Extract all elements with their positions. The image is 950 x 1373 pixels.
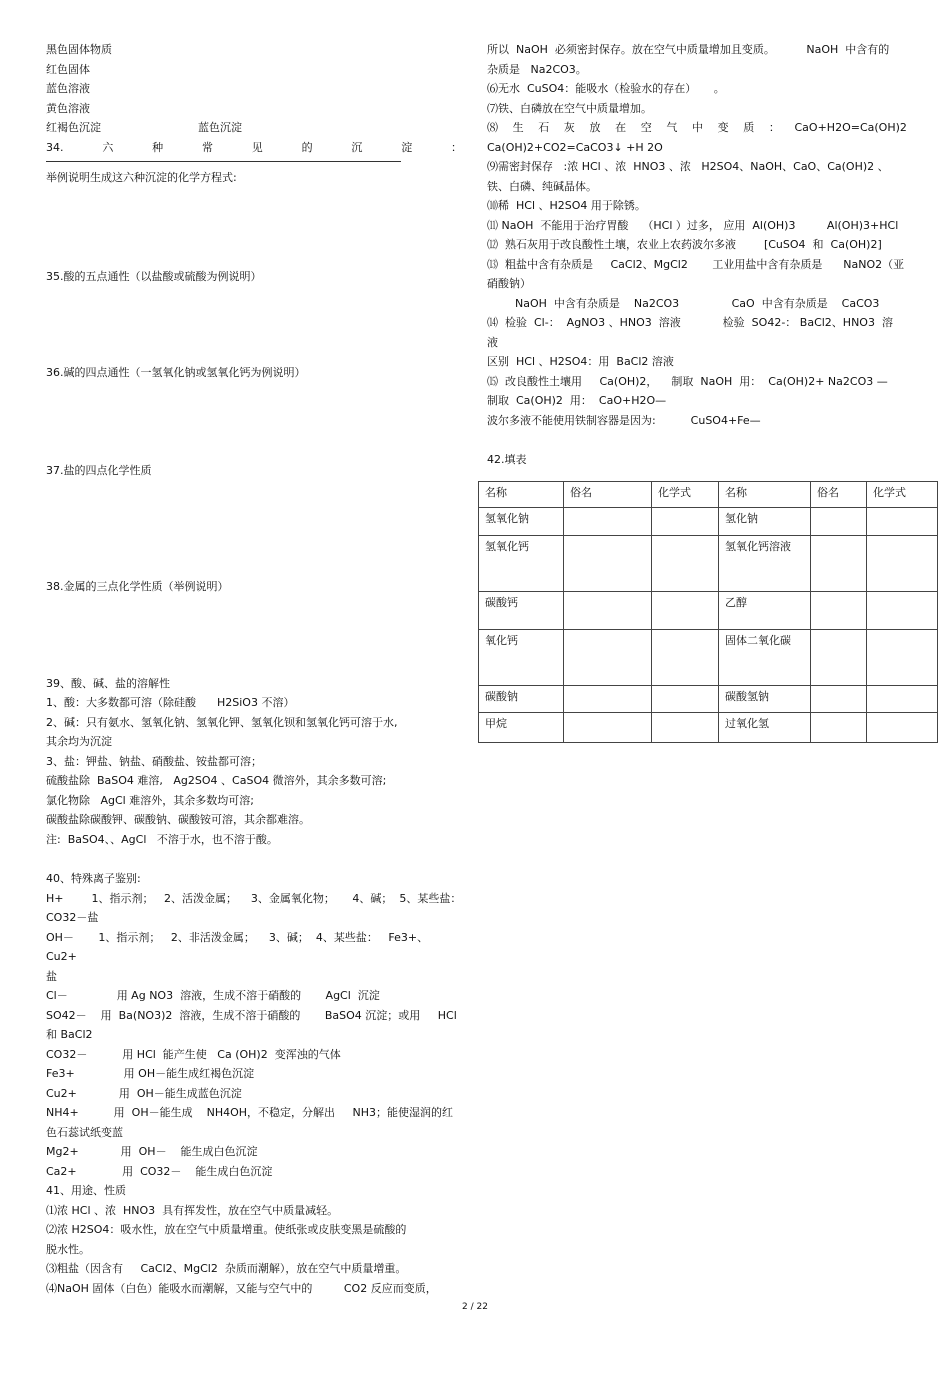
table-cell <box>811 713 867 743</box>
table-cell <box>652 508 719 536</box>
table-cell <box>867 592 938 630</box>
q41-line: ⑴浓 HCl 、浓 HNO3 具有挥发性，放在空气中质量减轻。 <box>46 1203 339 1217</box>
text-line: 黄色溶液 <box>46 101 90 115</box>
table-cell: 碳酸钙 <box>479 592 564 630</box>
table-cell <box>652 713 719 743</box>
item8-char: 空 <box>640 121 652 134</box>
item8-char: 质 <box>743 121 755 134</box>
text-line: 黑色固体物质 <box>46 43 112 56</box>
table-cell <box>867 508 938 536</box>
text-line: ⑹无水 CuSO4：能吸水（检验水的存在） 。 <box>487 82 725 95</box>
item8-char: 中 <box>692 121 703 134</box>
q40-line: Fe3+ 用 OH－能生成红褐色沉淀 <box>46 1067 255 1080</box>
item8-char: 变 <box>717 121 729 134</box>
text-line: 波尔多液不能使用铁制容器是因为: CuSO4+Fe— <box>487 413 761 427</box>
q34-char: 见 <box>251 140 263 154</box>
q34-char: 常 <box>201 140 213 154</box>
item8-equation: CaO+H2O=Ca(OH)2 <box>794 121 907 134</box>
text-line: 液 <box>487 335 498 349</box>
q41-line: ⑷NaOH 固体（白色）能吸水而潮解，又能与空气中的 CO2 反应而变质， <box>46 1281 437 1295</box>
q34-char: 的 <box>301 140 313 154</box>
table-header: 化学式 <box>867 482 938 508</box>
q40-line: 40、特殊离子鉴别: <box>46 872 141 885</box>
table-header: 名称 <box>479 482 564 508</box>
table-cell <box>652 536 719 592</box>
text-line: ⑿ 熟石灰用于改良酸性土壤，农业上农药波尔多液 [CuSO4 和 Ca(OH)2] <box>487 238 882 251</box>
q40-line: 色石蕊试纸变蓝 <box>46 1125 123 1139</box>
q39-line: 氯化物除 AgCl 难溶外，其余多数均可溶; <box>46 793 254 807</box>
item8-char: ： <box>768 121 780 134</box>
text-line: ⑺铁、白磷放在空气中质量增加。 <box>487 101 652 115</box>
q40-line: Mg2+ 用 OH－ 能生成白色沉淀 <box>46 1145 258 1158</box>
q39-line: 3、盐：钾盐、钠盐、硝酸盐、铵盐都可溶； <box>46 754 262 768</box>
q40-line: CO32－盐 <box>46 911 99 924</box>
q39-line: 碳酸盐除碳酸钾、碳酸钠、碳酸铵可溶，其余都难溶。 <box>46 813 310 826</box>
text-line: ⑽稀 HCl 、H2SO4 用于除锈。 <box>487 199 646 212</box>
table-cell <box>564 536 652 592</box>
text-blue-precip: 蓝色沉淀 <box>198 121 242 134</box>
table-row <box>479 536 938 592</box>
q35-heading: 35.酸的五点通性（以盐酸或硫酸为例说明） <box>46 269 262 283</box>
table-cell <box>867 536 938 592</box>
text-line: NaOH 中含有杂质是 Na2CO3 CaO 中含有杂质是 CaCO3 <box>487 296 880 310</box>
table-row <box>479 713 938 743</box>
table-cell <box>564 686 652 713</box>
table-cell: 乙醇 <box>719 592 811 630</box>
item8-char: 放 <box>589 121 601 134</box>
fill-in-table <box>478 481 938 743</box>
table-cell <box>811 630 867 686</box>
q41-line: ⑶粗盐（因含有 CaCl2、MgCl2 杂质而潮解），放在空气中质量增重。 <box>46 1262 407 1275</box>
table-cell: 氢氧化钙 <box>479 536 564 592</box>
text-line: ⒀ 粗盐中含有杂质是 CaCl2、MgCl2 工业用盐中含有杂质是 NaNO2（亚 <box>487 257 905 271</box>
table-cell <box>652 686 719 713</box>
q41-line: 41、用途、性质 <box>46 1184 126 1197</box>
table-cell <box>652 592 719 630</box>
table-row <box>479 686 938 713</box>
text-line: Ca(OH)2+CO2=CaCO3↓ +H 2O <box>487 140 663 154</box>
table-cell <box>564 508 652 536</box>
item8-char: ⑻ <box>487 121 498 134</box>
q40-line: 盐 <box>46 969 57 983</box>
table-cell <box>811 592 867 630</box>
table-cell <box>564 713 652 743</box>
q34-char: 淀 <box>401 140 413 154</box>
table-cell <box>811 536 867 592</box>
q41-line: ⑵浓 H2SO4：吸水性，放在空气中质量增重。使纸张或皮肤变黑是硫酸的 <box>46 1223 407 1236</box>
q40-line: NH4+ 用 OH－能生成 NH4OH，不稳定，分解出 NH3；能使湿润的红 <box>46 1106 453 1119</box>
text-line: 蓝色溶液 <box>46 82 90 95</box>
table-cell: 氧化钙 <box>479 630 564 686</box>
q39-line: 2、碱：只有氨水、氢氧化钠、氢氧化钾、氢氧化钡和氢氧化钙可溶于水, <box>46 715 398 729</box>
item8-char: 石 <box>538 121 550 134</box>
precipitate-colors-line <box>46 118 462 138</box>
table-cell: 氢氧化钠 <box>479 508 564 536</box>
table-cell: 碳酸氢钠 <box>719 686 811 713</box>
table-cell <box>867 713 938 743</box>
page-number: 2 / 22 <box>462 1302 488 1312</box>
text-line: 红色固体 <box>46 62 90 76</box>
table-cell <box>564 592 652 630</box>
table-header: 俗名 <box>811 482 867 508</box>
q34-char: 六 <box>102 140 114 154</box>
text-line: ⑼需密封保存 :浓 HCl 、浓 HNO3 、浓 H2SO4、NaOH、CaO、Ca(OH)2 、 <box>487 160 889 173</box>
text-line: 杂质是 Na2CO3。 <box>487 62 587 76</box>
q39-line: 硫酸盐除 BaSO4 难溶, Ag2SO4 、CaSO4 微溶外，其余多数可溶; <box>46 774 387 787</box>
q36-heading: 36.碱的四点通性（一氢氧化钠或氢氧化钙为例说明） <box>46 366 306 379</box>
text-line: ⒁ 检验 Cl-： AgNO3 、HNO3 溶液 检验 SO42-： BaCl2、HNO3 溶 <box>487 316 893 329</box>
table-cell <box>811 508 867 536</box>
text-line: 硝酸钠） <box>487 277 531 290</box>
table-cell <box>867 686 938 713</box>
table-cell <box>811 686 867 713</box>
table-header: 俗名 <box>564 482 652 508</box>
table-cell <box>652 630 719 686</box>
q34-char: ： <box>451 140 462 154</box>
q39-line: 其余均为沉淀 <box>46 735 112 748</box>
text-line: ⑾ NaOH 不能用于治疗胃酸 （HCl ）过多， 应用 Al(OH)3 Al(OH)3+HCl <box>487 218 899 232</box>
q34-char: 种 <box>152 140 164 154</box>
item8-char: 在 <box>615 121 627 134</box>
q39-line: 1、酸：大多数都可溶（除硅酸 H2SiO3 不溶） <box>46 696 295 709</box>
q37-heading: 37.盐的四点化学性质 <box>46 463 152 477</box>
text-line: 所以 NaOH 必须密封保存。放在空气中质量增加且变质。 NaOH 中含有的 <box>487 43 890 56</box>
q34-number: 34. <box>46 140 64 154</box>
q38-heading: 38.金属的三点化学性质（举例说明） <box>46 580 229 593</box>
q40-line: Cu2+ 用 OH－能生成蓝色沉淀 <box>46 1086 242 1100</box>
table-cell: 甲烷 <box>479 713 564 743</box>
table-cell: 固体二氧化碳 <box>719 630 811 686</box>
item8-char: 灰 <box>563 121 575 134</box>
text-red-brown: 红褐色沉淀 <box>46 121 101 134</box>
table-cell <box>564 630 652 686</box>
table-header: 名称 <box>719 482 811 508</box>
table-cell: 氢化钠 <box>719 508 811 536</box>
item8-char: 生 <box>512 121 524 134</box>
q41-line: 脱水性。 <box>46 1242 90 1256</box>
table-header: 化学式 <box>652 482 719 508</box>
q34-heading <box>46 138 462 158</box>
text-line: ⒂ 改良酸性土壤用 Ca(OH)2， 制取 NaOH 用： Ca(OH)2+ Na2CO3 — <box>487 374 888 388</box>
q40-line: CO32－ 用 HCl 能产生使 Ca (OH)2 变浑浊的气体 <box>46 1047 341 1061</box>
q40-line: 和 BaCl2 <box>46 1028 93 1041</box>
text-line: 区别 HCl 、H2SO4：用 BaCl2 溶液 <box>487 355 674 368</box>
q34-subtitle: 举例说明生成这六种沉淀的化学方程式: <box>46 171 237 184</box>
q39-line: 注: BaSO4、、AgCl 不溶于水，也不溶于酸。 <box>46 832 278 846</box>
q34-answer-line <box>46 157 401 162</box>
q34-char: 沉 <box>351 140 363 154</box>
left-column <box>46 40 462 1298</box>
right-column <box>487 40 907 470</box>
item8-char: 气 <box>666 121 678 134</box>
table-row <box>479 630 938 686</box>
q39-line: 39、酸、碱、盐的溶解性 <box>46 676 170 690</box>
table-header-row <box>479 482 938 508</box>
q42-heading: 42.填表 <box>487 453 527 466</box>
table-cell: 过氧化氢 <box>719 713 811 743</box>
q40-line: H+ 1、指示剂； 2、活泼金属； 3、金属氧化物； 4、碱； 5、某些盐： <box>46 891 462 905</box>
table-cell: 氢氧化钙溶液 <box>719 536 811 592</box>
q40-line: Cl－ 用 Ag NO3 溶液，生成不溶于硝酸的 AgCl 沉淀 <box>46 989 380 1002</box>
table-row <box>479 592 938 630</box>
text-line: 铁、白磷、纯碱晶体。 <box>487 179 597 193</box>
text-line: 制取 Ca(OH)2 用： CaO+H2O— <box>487 394 667 407</box>
item8-line <box>487 118 907 138</box>
q40-line: OH－ 1、指示剂； 2、非活泼金属； 3、碱； 4、某些盐： Fe3+、 Cu2+ <box>46 930 432 963</box>
q40-line: SO42－ 用 Ba(NO3)2 溶液，生成不溶于硝酸的 BaSO4 沉淀；或用 HCl <box>46 1008 457 1022</box>
table-row <box>479 508 938 536</box>
table-cell <box>867 630 938 686</box>
q40-line: Ca2+ 用 CO32－ 能生成白色沉淀 <box>46 1164 273 1178</box>
table-cell: 碳酸钠 <box>479 686 564 713</box>
